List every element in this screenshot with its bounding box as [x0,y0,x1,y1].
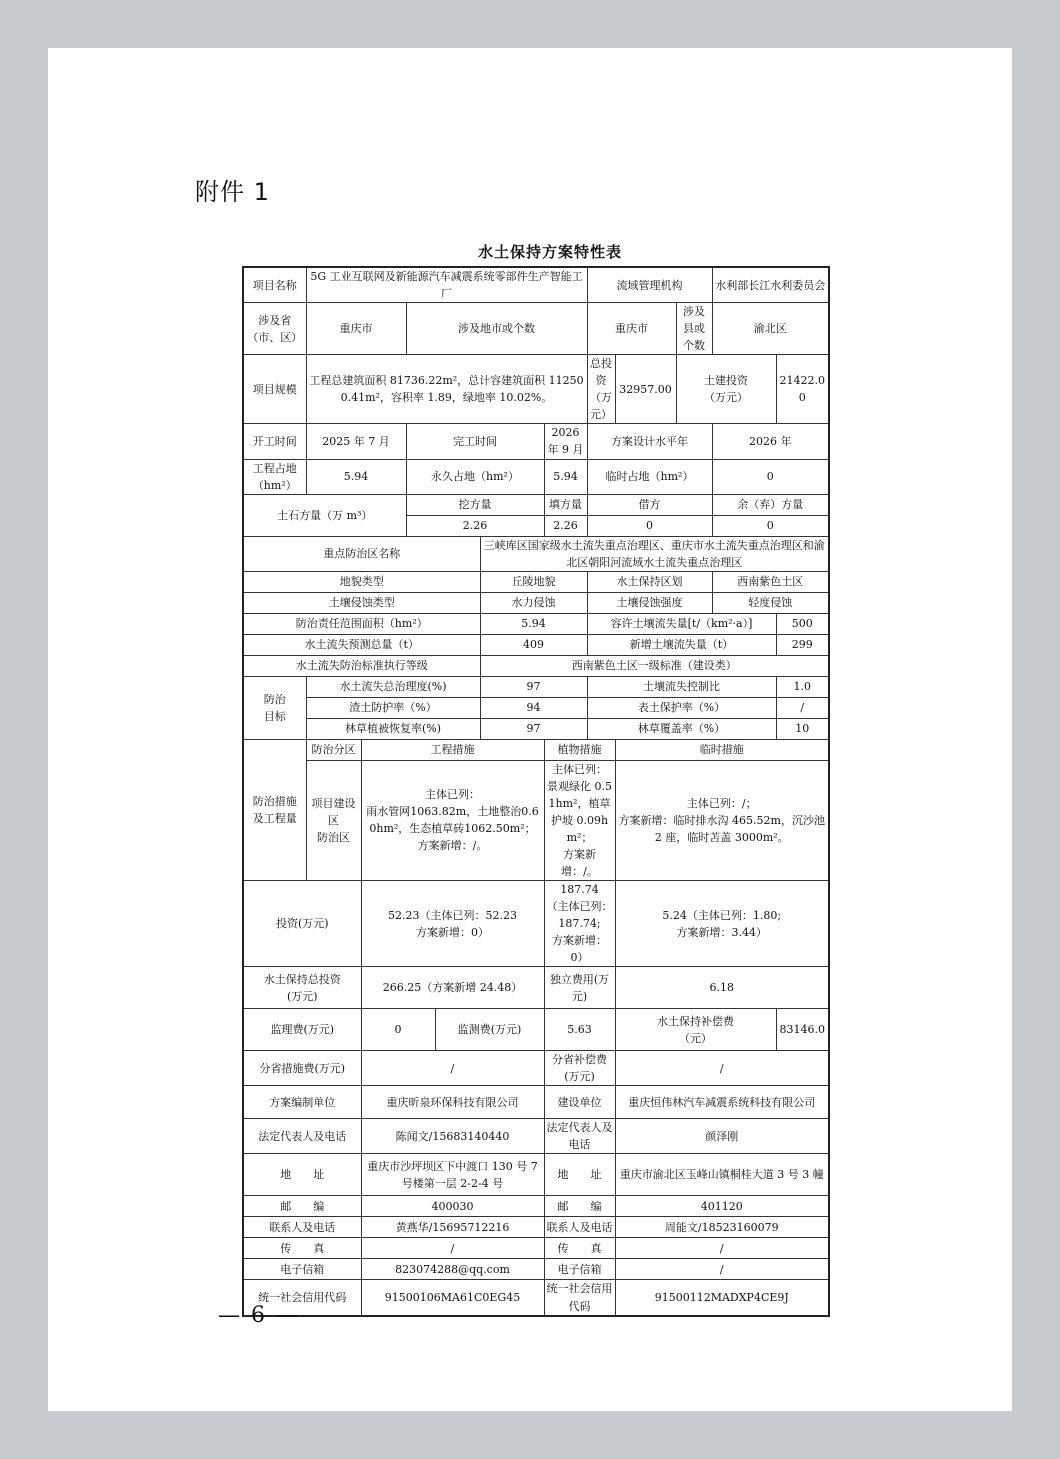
cell-label: 土壤流失控制比 [587,676,776,697]
cell-value: 2026 年 9 月 [544,424,587,459]
cell-label: 借方 [587,494,712,515]
cell-value: 400030 [361,1196,544,1217]
cell-line: 防治区 [317,830,350,844]
cell-label: 分省措施费(万元) [243,1051,361,1086]
cell-value [361,760,544,880]
cell-label: 项目规模 [243,355,306,424]
cell-label: 临时占地（hm²） [587,459,712,494]
cell-value: 重庆市渝北区玉峰山镇桐桂大道 3 号 3 幢 [615,1154,829,1196]
cell-line: 水土保持补偿费 [657,1014,735,1028]
cell-value: 水力侵蚀 [480,592,587,613]
table-row [243,739,829,760]
cell-line: 总投资 [590,357,612,388]
cell-value: 91500112MADXP4CE9J [615,1280,829,1316]
cell-label: 水土保持区划 [587,571,712,592]
cell-label: 重点防治区名称 [243,536,480,571]
cell-value: 5.94 [544,459,587,494]
cell-value: 重庆市 [306,303,406,355]
cell-value: 西南紫色土区一级标准（建设类） [480,655,829,676]
table-row [243,424,829,459]
table-row [243,355,829,424]
table-row [243,1238,829,1259]
cell-label: 法定代表人及电话 [544,1119,615,1154]
cell-label: 涉及地市或个数 [406,303,587,355]
cell-value: 丘陵地貌 [480,571,587,592]
cell-label: 林草植被恢复率(%) [306,718,480,739]
table-row [243,303,829,355]
cell-label: 余（弃）方量 [712,494,829,515]
cell-line: 目标 [263,709,286,723]
cell-label: 涉及县或个数 [676,303,712,355]
cell-label: 流域管理机构 [587,267,712,303]
cell-label: 方案编制单位 [243,1086,361,1119]
cell-label: 联系人及电话 [243,1217,361,1238]
cell-line: （万元） [704,391,749,405]
cell-value: 401120 [615,1196,829,1217]
cell-value: 0 [712,459,829,494]
cell-line: 52.23（主体已列：52.23 [388,908,517,922]
cell-value [544,760,615,880]
cell-value: / [361,1238,544,1259]
cell-label: 永久占地（hm²） [406,459,544,494]
cell-label: 水土流失预测总量（t） [243,634,480,655]
cell-value: 500 [776,613,829,634]
cell-value: / [776,697,829,718]
cell-value: 三峡库区国家级水土流失重点治理区、重庆市水土流失重点治理区和渝北区朝阳河流域水土流失重点治理区 [480,536,829,571]
cell-value: 2026 年 [712,424,829,459]
cell-line: 景观绿化 0.51hm²，植草护坡 0.09hm²； [547,779,612,844]
table-row [243,1086,829,1119]
cell-value: 1.0 [776,676,829,697]
cell-label: 水土流失防治标准执行等级 [243,655,480,676]
table-row [243,1154,829,1196]
cell-line: (万元) [286,989,318,1003]
cell-label: 传 真 [243,1238,361,1259]
cell-value [544,881,615,967]
cell-label: 电子信箱 [243,1259,361,1280]
cell-label: 防治分区 [306,739,361,760]
cell-label [243,676,306,739]
cell-label: 涉及省（市、区） [243,303,306,355]
table-row [243,760,829,880]
cell-value: 21422.00 [776,355,829,424]
table-row [243,1280,829,1316]
cell-label: 地貌类型 [243,571,480,592]
cell-label: 法定代表人及电话 [243,1119,361,1154]
cell-value: 5.94 [480,613,587,634]
cell-value: 2.26 [544,515,587,536]
table-row [243,536,829,571]
cell-value: 6.18 [615,967,829,1009]
cell-label: 联系人及电话 [544,1217,615,1238]
table-row [243,697,829,718]
cell-line: （主体已列：187.74; [546,900,613,931]
cell-value: 97 [480,718,587,739]
cell-line: 及工程量 [252,811,297,825]
cell-label: 容许土壤流失量[t/（km²·a）] [587,613,776,634]
cell-label: 传 真 [544,1238,615,1259]
cell-line: 主体已列：/； [686,796,757,810]
table-row [243,634,829,655]
table-row [243,676,829,697]
cell-value: 5.94 [306,459,406,494]
cell-value: 水利部长江水利委员会 [712,267,829,303]
cell-label: 临时措施 [615,739,829,760]
cell-label: 地 址 [243,1154,361,1196]
cell-value: 周能文/18523160079 [615,1217,829,1238]
cell-line: 方案新增：3.44） [676,925,768,939]
cell-label: 建设单位 [544,1086,615,1119]
cell-line: 187.74 [560,883,599,897]
cell-value: 823074288@qq.com [361,1259,544,1280]
cell-label: 监测费(万元) [435,1009,544,1051]
cell-line: （元） [679,1031,713,1045]
cell-label: 植物措施 [544,739,615,760]
cell-line: 方案新增：/。 [417,839,488,853]
cell-value: 32957.00 [615,355,676,424]
cell-value: 299 [776,634,829,655]
cell-label: 土石方量（万 m³） [243,494,406,536]
cell-label: 防治责任范围面积（hm²） [243,613,480,634]
cell-label: 邮 编 [544,1196,615,1217]
cell-value: 0 [712,515,829,536]
cell-label: 土壤侵蚀强度 [587,592,712,613]
cell-label: 独立费用(万元) [544,967,615,1009]
table-row [243,718,829,739]
cell-line: 主体已列： [425,788,480,802]
table-row [243,881,829,967]
cell-value: 409 [480,634,587,655]
table-row [243,1196,829,1217]
cell-value: 91500106MA61C0EG45 [361,1280,544,1316]
cell-label [587,355,615,424]
cell-value: 10 [776,718,829,739]
cell-value: 83146.0 [776,1009,829,1051]
cell-line: 水土保持总投资 [263,972,341,986]
cell-label: 表土保护率（%） [587,697,776,718]
cell-value: 工程总建筑面积 81736.22m²，总计容建筑面积 112500.41m²，容积率 1.89，绿地率 10.02%。 [306,355,587,424]
table-row [243,459,829,494]
cell-label: 分省补偿费(万元) [544,1051,615,1086]
cell-label: 邮 编 [243,1196,361,1217]
cell-value: 0 [587,515,712,536]
cell-label: 填方量 [544,494,587,515]
cell-value: 黄燕华/15695712216 [361,1217,544,1238]
cell-label: 统一社会信用代码 [243,1280,361,1316]
cell-value: 重庆昕泉环保科技有限公司 [361,1086,544,1119]
cell-value: 西南紫色土区 [712,571,829,592]
cell-line: 防治 [263,692,286,706]
cell-label: 工程措施 [361,739,544,760]
cell-line: 方案新增：0） [416,925,489,939]
table-row [243,1009,829,1051]
cell-value: 2.26 [406,515,544,536]
cell-line: 雨水管网1063.82m，土地整治0.60hm²，生态植草砖1062.50m²； [366,805,539,836]
cell-label: 地 址 [544,1154,615,1196]
cell-value: 97 [480,676,587,697]
table-row [243,655,829,676]
cell-value: 轻度侵蚀 [712,592,829,613]
cell-label: 工程占地（hm²） [243,459,306,494]
cell-label [306,760,361,880]
cell-value: / [361,1051,544,1086]
cell-value [615,881,829,967]
cell-line: 主体已列： [552,762,607,776]
cell-value: 266.25（方案新增 24.48） [361,967,544,1009]
cell-value: 5G 工业互联网及新能源汽车减震系统零部件生产智能工厂 [306,267,587,303]
table-row [243,967,829,1009]
table-row [243,592,829,613]
cell-value: 0 [361,1009,435,1051]
table-row [243,494,829,515]
cell-line: 方案新增：/。 [561,847,598,878]
cell-value: 重庆恒伟林汽车减震系统科技有限公司 [615,1086,829,1119]
cell-value: 渝北区 [712,303,829,355]
cell-label: 完工时间 [406,424,544,459]
cell-label: 电子信箱 [544,1259,615,1280]
cell-label: 方案设计水平年 [587,424,712,459]
table-row [243,1119,829,1154]
cell-label: 项目名称 [243,267,306,303]
table-row [243,267,829,303]
cell-value: / [615,1238,829,1259]
cell-value [361,881,544,967]
cell-value: / [615,1259,829,1280]
cell-line: 防治措施 [252,794,297,808]
cell-value: 陈闻文/15683140440 [361,1119,544,1154]
cell-line: 方案新增：临时排水沟 465.52m，沉沙池 2 座，临时苫盖 3000m²。 [618,813,825,844]
cell-label: 土壤侵蚀类型 [243,592,480,613]
cell-line: 项目建设区 [311,796,356,827]
cell-line: 方案新增：0） [552,934,607,965]
characteristics-table [242,266,830,1317]
cell-label: 统一社会信用代码 [544,1280,615,1316]
cell-label [615,1009,776,1051]
cell-label: 林草覆盖率（%） [587,718,776,739]
table-row [243,571,829,592]
cell-value: / [615,1051,829,1086]
cell-value: 重庆市 [587,303,676,355]
cell-label: 监理费(万元) [243,1009,361,1051]
cell-line: 5.24（主体已列：1.80; [662,908,782,922]
cell-label: 渣土防护率（%） [306,697,480,718]
cell-value: 94 [480,697,587,718]
cell-label: 挖方量 [406,494,544,515]
table-row [243,1051,829,1086]
cell-label: 开工时间 [243,424,306,459]
cell-value: 2025 年 7 月 [306,424,406,459]
cell-label: 投资(万元) [243,881,361,967]
cell-label [243,967,361,1009]
page-number: — 6 — [218,1303,300,1328]
cell-label [676,355,776,424]
cell-line: （万元） [590,391,612,422]
table-row [243,1217,829,1238]
cell-value: 颜泽刚 [615,1119,829,1154]
table-row [243,613,829,634]
cell-line: 土建投资 [704,374,749,388]
table-title: 水土保持方案特性表 [477,243,622,261]
cell-value: 重庆市沙坪坝区下中渡口 130 号 7 号楼第一层 2-2-4 号 [361,1154,544,1196]
table-row [243,1259,829,1280]
attachment-label: 附件 1 [195,178,270,206]
cell-label: 水土流失总治理度(%) [306,676,480,697]
cell-value [615,760,829,880]
cell-label [243,739,306,880]
cell-label: 新增土壤流失量（t） [587,634,776,655]
cell-value: 5.63 [544,1009,615,1051]
